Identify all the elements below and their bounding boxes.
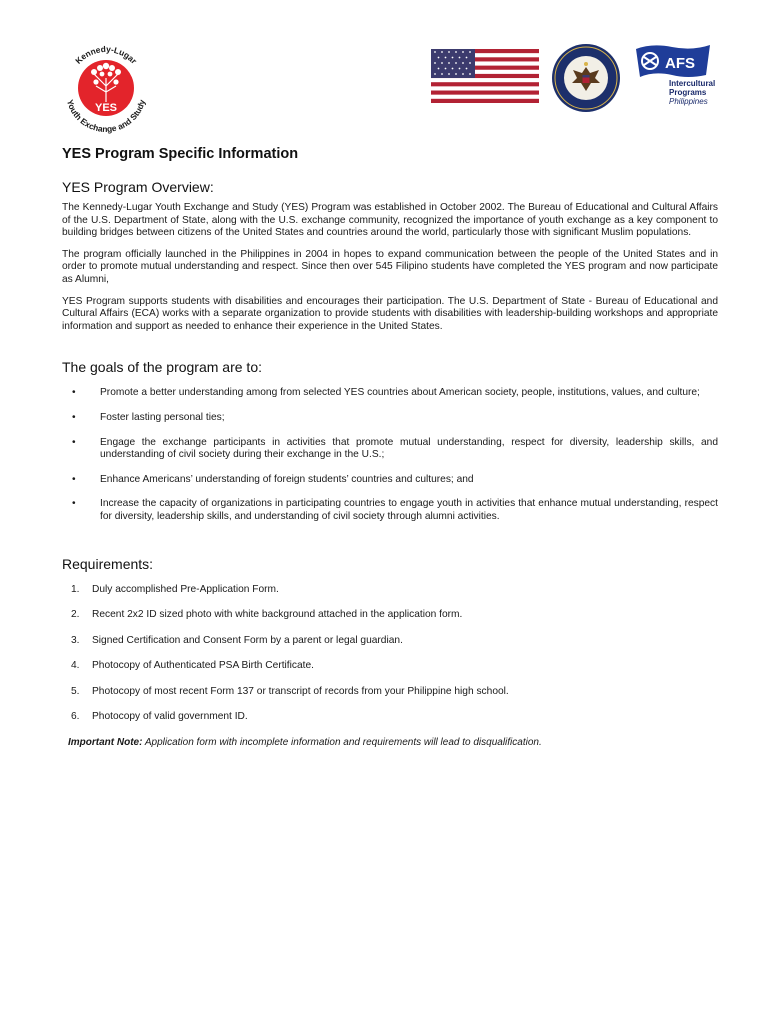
bullet-icon: • — [72, 498, 76, 510]
requirement-number: 1. — [71, 583, 80, 595]
requirement-number: 3. — [71, 634, 80, 646]
yes-logo-arc-top: Kennedy-Lugar — [73, 43, 140, 66]
afs-caption-line2: Programs — [669, 88, 707, 97]
state-department-seal-icon — [551, 43, 621, 113]
afs-caption — [669, 79, 715, 106]
requirement-item — [62, 686, 718, 699]
requirement-item — [62, 660, 718, 673]
goal-item — [62, 437, 718, 462]
requirement-text: Signed Certification and Consent Form by a parent or legal guardian. — [92, 634, 403, 646]
yes-logo-arc-bottom: Youth Exchange and Study — [64, 98, 148, 134]
requirement-text: Photocopy of valid government ID. — [92, 711, 248, 723]
yes-program-logo — [60, 42, 152, 134]
requirements-list — [62, 584, 718, 725]
overview-paragraph-2: The program officially launched in the Philippines in 2004 in hopes to expand communication between the people of the United States and in order to promote mutual understanding and respect. Since then over 545 Filipino students have completed the YES program and now participate as Alumni, — [62, 248, 718, 285]
requirement-item — [62, 635, 718, 648]
afs-brand-text: AFS — [665, 55, 695, 72]
important-note-label: Important Note: — [68, 737, 143, 749]
goal-item — [62, 498, 718, 523]
important-note-text: Application form with incomplete information and requirements will lead to disqualification. — [142, 737, 542, 749]
requirement-text: Photocopy of Authenticated PSA Birth Certificate. — [92, 660, 314, 672]
goal-item-text: Engage the exchange participants in activities that promote mutual understanding, respect for diversity, leadership skills, and understanding of civil society during their exchange in the U.S.; — [100, 436, 718, 461]
requirement-item — [62, 584, 718, 597]
requirement-item — [62, 609, 718, 622]
afs-caption-line1: Intercultural — [669, 79, 716, 88]
goals-heading: The goals of the program are to: — [62, 359, 262, 376]
yes-logo-center-text: YES — [94, 102, 118, 114]
afs-caption-line3: Philippines — [669, 97, 708, 106]
requirement-text: Recent 2x2 ID sized photo with white background attached in the application form. — [92, 609, 463, 621]
important-note — [68, 737, 718, 748]
goal-item — [62, 412, 718, 425]
goal-item-text: Increase the capacity of organizations in participating countries to engage youth in activities that enhance mutual understanding, respect for diversity, leadership skills, and understanding of civil society through alumni activities. — [100, 498, 718, 522]
requirement-number: 2. — [71, 609, 80, 621]
goal-item-text: Foster lasting personal ties; — [100, 411, 225, 423]
goals-list — [62, 387, 718, 523]
requirements-heading: Requirements: — [62, 555, 154, 572]
requirement-text: Photocopy of most recent Form 137 or transcript of records from your Philippine high school. — [92, 685, 509, 697]
goal-item-text: Enhance Americans’ understanding of foreign students’ countries and cultures; and — [100, 473, 474, 485]
requirement-item — [62, 711, 718, 724]
overview-paragraph-1: The Kennedy-Lugar Youth Exchange and Study (YES) Program was established in October 2002. The Bureau of Educational and Cultural Affairs of the U.S. Department of State, along with the U.S. exchange community, recognized the importance of youth exchange as a key component to building bridges between citizens of the United States and countries around the world, particularly those with significant Muslim populations. — [62, 202, 718, 239]
requirement-text: Duly accomplished Pre-Application Form. — [92, 583, 279, 595]
requirement-number: 6. — [71, 711, 80, 723]
overview-paragraph-3: YES Program supports students with disabilities and encourages their participation. The U.S. Department of State - Bureau of Educational and Cultural Affairs (ECA) works with a separate organization to provide students with disabilities with leadership-building workshops and appropriate information and support as needed to enhance their experience in the United States. — [62, 295, 718, 332]
goal-item — [62, 387, 718, 400]
goal-item-text: Promote a better understanding among from selected YES countries about American society, people, institutions, values, and culture; — [100, 387, 700, 399]
requirement-number: 5. — [71, 685, 80, 697]
document-body — [62, 146, 718, 748]
goal-item — [62, 474, 718, 487]
header-logos — [0, 0, 770, 134]
requirement-number: 4. — [71, 660, 80, 672]
bullet-icon: • — [72, 436, 76, 448]
page-title: YES Program Specific Information — [62, 146, 299, 162]
bullet-icon: • — [72, 411, 76, 423]
overview-heading: YES Program Overview: — [62, 179, 214, 195]
bullet-icon: • — [72, 387, 76, 399]
us-flag-icon — [431, 49, 539, 103]
bullet-icon: • — [72, 473, 76, 485]
